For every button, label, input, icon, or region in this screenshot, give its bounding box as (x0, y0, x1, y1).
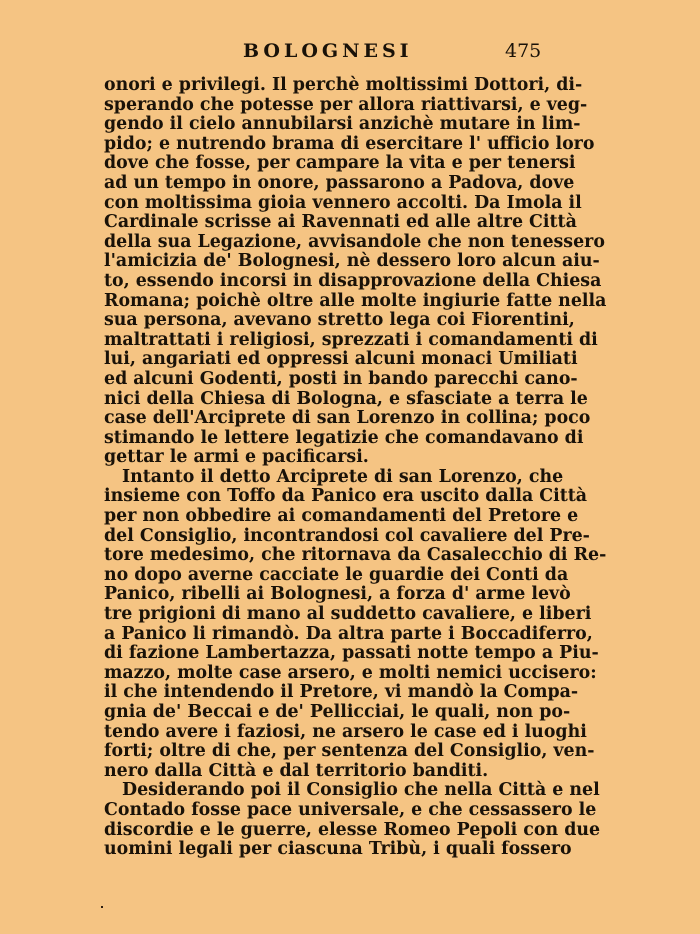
text-line: insieme con Toffo da Panico era uscito dalla Città (104, 486, 588, 507)
text-line: di fazione Lambertazza, passati notte tempo a Piu- (104, 643, 599, 664)
text-line: mazzo, molte case arsero, e molti nemici uccisero: (104, 662, 597, 683)
text-line: lui, angariati ed oppressi alcuni monaci Umiliati (104, 349, 578, 370)
text-line: nero dalla Città e dal territorio banditi. (104, 760, 489, 781)
text-line: per non obbedire ai comandamenti del Pretore e (104, 506, 579, 527)
text-line: Romana; poichè oltre alle molte ingiurie fatte nella (104, 290, 607, 311)
page-header (0, 40, 700, 70)
text-line: del Consiglio, incontrandosi col cavaliere del Pre- (104, 525, 590, 546)
text-line: discordie e le guerre, elesse Romeo Pepoli con due (104, 819, 601, 840)
running-title: BOLOGNESI (243, 40, 413, 62)
text-line: tore medesimo, che ritornava da Casalecchio di Re- (104, 545, 607, 566)
text-line: Intanto il detto Arciprete di san Lorenzo, che (122, 466, 564, 487)
text-line: sperando che potesse per allora riattivarsi, e veg- (104, 94, 588, 115)
text-line: pido; e nutrendo brama di esercitare l' ufficio loro (104, 133, 595, 154)
text-line: Cardinale scrisse ai Ravennati ed alle altre Città (104, 212, 577, 233)
text-line: dove che fosse, per campare la vita e per tenersi (104, 153, 576, 174)
text-line: to, essendo incorsi in disapprovazione della Chiesa (104, 270, 602, 291)
text-line: della sua Legazione, avvisandole che non tenessero (104, 231, 605, 252)
ink-speck (101, 906, 103, 908)
text-line: Desiderando poi il Consiglio che nella Città e nel (122, 780, 600, 801)
text-line: nici della Chiesa di Bologna, e sfasciate a terra le (104, 388, 588, 409)
text-line: gendo il cielo annubilarsi anzichè mutare in lim- (104, 114, 581, 135)
text-line: ad un tempo in onore, passarono a Padova, dove (104, 172, 575, 193)
text-line: gnia de' Beccai e de' Pellicciai, le quali, non po- (104, 702, 571, 722)
text-line: maltrattati i religiosi, sprezzati i comandamenti di (104, 329, 598, 350)
text-line: Panico, ribelli ai Bolognesi, a forza d' arme levò (104, 584, 571, 605)
text-line: no dopo averne cacciate le guardie dei Conti da (104, 564, 569, 585)
text-line: case dell'Arciprete di san Lorenzo in collina; poco (104, 408, 591, 429)
text-line: il che intendendo il Pretore, vi mandò la Compa- (104, 682, 579, 703)
text-line: con moltissima gioia vennero accolti. Da Imola il (104, 192, 582, 213)
body-text (104, 75, 607, 860)
text-line: a Panico li rimandò. Da altra parte i Boccadiferro, (104, 623, 593, 644)
text-line: tendo avere i faziosi, ne arsero le case ed i luoghi (104, 721, 587, 742)
text-line: forti; oltre di che, per sentenza del Consiglio, ven- (104, 741, 595, 762)
text-line: ed alcuni Godenti, posti in bando parecchi cano- (104, 368, 578, 389)
text-line: Contado fosse pace universale, e che cessassero le (104, 799, 597, 820)
text-line: l'amicizia de' Bolognesi, nè dessero loro alcun aiu- (104, 251, 600, 272)
page-number: 475 (505, 40, 542, 62)
text-line: uomini legali per ciascuna Tribù, i quali fossero (104, 839, 572, 860)
text-line: tre prigioni di mano al suddetto cavaliere, e liberi (104, 604, 592, 625)
text-line: sua persona, avevano stretto lega coi Fiorentini, (104, 310, 575, 331)
text-line: stimando le lettere legatizie che comandavano di (104, 427, 584, 448)
text-line: onori e privilegi. Il perchè moltissimi Dottori, di- (104, 75, 583, 95)
text-line: gettar le armi e pacificarsi. (104, 447, 369, 468)
